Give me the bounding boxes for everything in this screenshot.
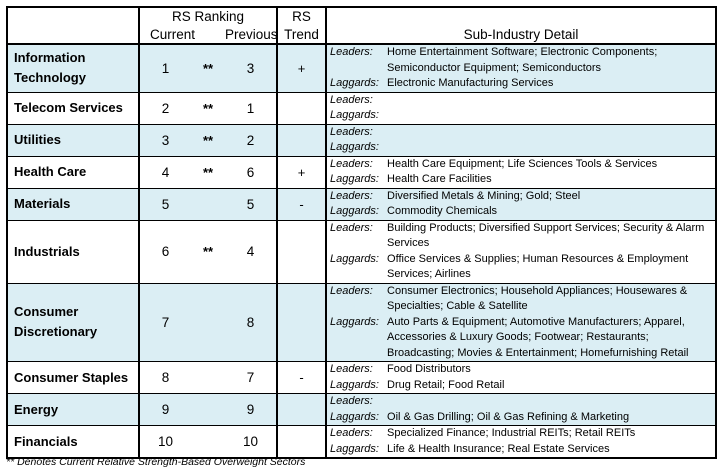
table-row — [7, 92, 716, 124]
laggards-value: Office Services & Supplies; Human Resources & Employment Services; Airlines — [387, 252, 689, 280]
previous-rank: 1 — [225, 92, 277, 124]
leaders-label: Leaders: — [330, 284, 373, 297]
header-blank-2 — [7, 25, 139, 44]
overweight-marker — [191, 283, 225, 362]
laggards-value: Electronic Manufacturing Services — [387, 77, 554, 89]
detail-grid — [327, 362, 715, 393]
table-row — [7, 426, 716, 459]
current-rank: 3 — [139, 124, 191, 156]
detail-grid — [327, 221, 715, 283]
sector-name: Industrials — [7, 220, 139, 283]
previous-rank: 2 — [225, 124, 277, 156]
previous-rank: 10 — [225, 426, 277, 459]
sector-name: Health Care — [7, 156, 139, 188]
leaders-label: Leaders: — [330, 125, 373, 138]
current-rank: 4 — [139, 156, 191, 188]
laggards-value — [387, 140, 715, 156]
previous-rank: 6 — [225, 156, 277, 188]
current-rank: 1 — [139, 44, 191, 92]
header-blank — [7, 7, 139, 25]
laggards-value: Health Care Facilities — [387, 173, 492, 185]
sub-industry-detail — [326, 362, 716, 394]
laggards-label: Laggards: — [330, 205, 379, 217]
sector-name: Consumer Staples — [7, 362, 139, 394]
sub-industry-detail — [326, 220, 716, 283]
detail-grid — [327, 426, 715, 457]
laggards-value: Commodity Chemicals — [387, 205, 498, 217]
header-trend: Trend — [277, 25, 326, 44]
previous-rank: 3 — [225, 44, 277, 92]
leaders-value: Consumer Electronics; Household Appliances; Housewares & Specialties; Cable & Satellite — [387, 284, 688, 312]
leaders-label: Leaders: — [330, 157, 373, 170]
rs-trend — [277, 124, 326, 156]
leaders-label: Leaders: — [330, 189, 373, 202]
laggards-label: Laggards: — [330, 141, 379, 153]
overweight-marker — [191, 362, 225, 394]
previous-rank: 4 — [225, 220, 277, 283]
leaders-value: Health Care Equipment; Life Sciences Tools & Services — [387, 157, 658, 170]
laggards-label: Laggards: — [330, 77, 379, 89]
current-rank: 7 — [139, 283, 191, 362]
current-rank: 5 — [139, 188, 191, 220]
sector-name: Energy — [7, 394, 139, 426]
sector-name: Telecom Services — [7, 92, 139, 124]
previous-rank: 8 — [225, 283, 277, 362]
rs-trend — [277, 394, 326, 426]
leaders-value: Building Products; Diversified Support Services; Security & Alarm Services — [387, 221, 705, 249]
sector-name: Financials — [7, 426, 139, 459]
header-previous: Previous — [225, 25, 277, 44]
overweight-marker: ** — [191, 124, 225, 156]
leaders-label: Leaders: — [330, 395, 373, 407]
leaders-value — [387, 93, 715, 109]
leaders-value: Specialized Finance; Industrial REITs; Retail REITs — [387, 427, 636, 439]
table-row — [7, 156, 716, 188]
laggards-label: Laggards: — [330, 252, 379, 265]
rs-trend — [277, 92, 326, 124]
leaders-label: Leaders: — [330, 93, 373, 106]
laggards-value: Auto Parts & Equipment; Automotive Manufacturers; Apparel, Accessories & Luxury Goods; Footwear; Restaurants; Broadcasting; Movies & Entertainment; Homefurnishing Retail — [387, 315, 689, 359]
sub-industry-detail — [326, 124, 716, 156]
leaders-label: Leaders: — [330, 363, 373, 375]
detail-grid — [327, 284, 715, 362]
rs-trend: + — [277, 156, 326, 188]
sector-name: Information Technology — [7, 44, 139, 92]
detail-grid — [327, 93, 715, 124]
sector-name: Utilities — [7, 124, 139, 156]
rs-trend: - — [277, 362, 326, 394]
laggards-label: Laggards: — [330, 378, 379, 391]
rs-ranking-table-wrapper — [6, 6, 715, 459]
overweight-marker: ** — [191, 220, 225, 283]
current-rank: 6 — [139, 220, 191, 283]
overweight-marker: ** — [191, 44, 225, 92]
overweight-marker: ** — [191, 92, 225, 124]
leaders-value — [387, 394, 715, 410]
current-rank: 2 — [139, 92, 191, 124]
header-rs-ranking: RS Ranking — [139, 7, 277, 25]
leaders-label: Leaders: — [330, 427, 373, 439]
overweight-marker — [191, 426, 225, 459]
rs-trend — [277, 426, 326, 459]
sub-industry-detail — [326, 283, 716, 362]
table-body — [7, 44, 716, 458]
header-spacer — [326, 7, 716, 25]
detail-grid — [327, 45, 715, 92]
rs-trend: - — [277, 188, 326, 220]
detail-grid — [327, 125, 715, 156]
sub-industry-detail — [326, 394, 716, 426]
detail-grid — [327, 394, 715, 425]
overweight-marker: ** — [191, 156, 225, 188]
laggards-label: Laggards: — [330, 410, 379, 423]
table-row — [7, 283, 716, 362]
sub-industry-detail — [326, 188, 716, 220]
overweight-marker — [191, 394, 225, 426]
rs-trend — [277, 220, 326, 283]
leaders-label: Leaders: — [330, 46, 373, 58]
overweight-marker — [191, 188, 225, 220]
laggards-value: Life & Health Insurance; Real Estate Services — [387, 442, 610, 455]
table-row — [7, 220, 716, 283]
laggards-label: Laggards: — [330, 442, 379, 455]
header-row-bottom — [7, 25, 716, 44]
rs-trend: + — [277, 44, 326, 92]
detail-grid — [327, 189, 715, 220]
sub-industry-detail — [326, 92, 716, 124]
rs-trend — [277, 283, 326, 362]
sub-industry-detail — [326, 44, 716, 92]
table-row — [7, 188, 716, 220]
table-row — [7, 394, 716, 426]
table-row — [7, 44, 716, 92]
laggards-value: Oil & Gas Drilling; Oil & Gas Refining & Marketing — [387, 410, 630, 423]
laggards-value — [387, 108, 715, 124]
rs-ranking-table — [6, 6, 717, 459]
table-row — [7, 362, 716, 394]
leaders-value: Diversified Metals & Mining; Gold; Steel — [387, 189, 581, 202]
laggards-label: Laggards: — [330, 109, 379, 121]
header-sub-industry: Sub-Industry Detail — [326, 25, 716, 44]
sector-name: Materials — [7, 188, 139, 220]
footnote: ** Denotes Current Relative Strength-Based Overweight Sectors — [6, 456, 306, 468]
detail-grid — [327, 157, 715, 188]
laggards-label: Laggards: — [330, 173, 379, 185]
sector-name: Consumer Discretionary — [7, 283, 139, 362]
header-current: Current — [150, 26, 196, 42]
leaders-value: Home Entertainment Software; Electronic Components; Semiconductor Equipment; Semiconductors — [387, 46, 658, 74]
header-row-top — [7, 7, 716, 25]
leaders-label: Leaders: — [330, 221, 373, 234]
current-rank: 8 — [139, 362, 191, 394]
previous-rank: 7 — [225, 362, 277, 394]
leaders-value — [387, 125, 715, 141]
previous-rank: 5 — [225, 188, 277, 220]
laggards-value: Drug Retail; Food Retail — [387, 378, 505, 391]
table-row — [7, 124, 716, 156]
laggards-label: Laggards: — [330, 315, 379, 328]
header-rs: RS — [277, 7, 326, 25]
current-rank: 9 — [139, 394, 191, 426]
sub-industry-detail — [326, 156, 716, 188]
sub-industry-detail — [326, 426, 716, 459]
previous-rank: 9 — [225, 394, 277, 426]
current-rank: 10 — [139, 426, 191, 459]
leaders-value: Food Distributors — [387, 363, 471, 375]
